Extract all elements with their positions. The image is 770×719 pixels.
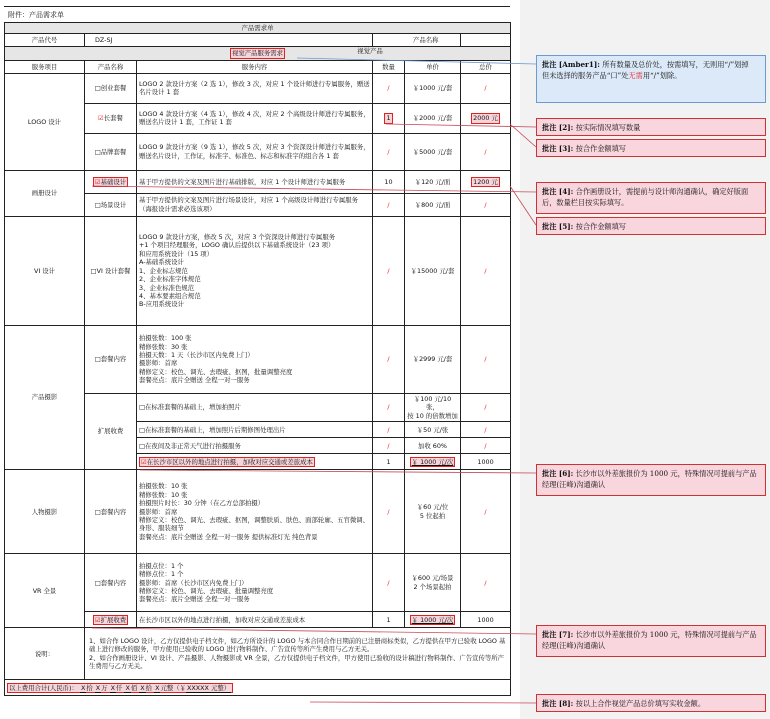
product-name-label: 产品名称 — [373, 34, 461, 47]
note-2: 2、如合作画册设计、VI 设计、产品摄影、人物摄影或 VR 全景，乙方仅提供电子档文件，甲方使用已验收的设计稿进行物料制作、广告宣传等所产生费用与乙方无关。 — [89, 653, 505, 671]
brochure-item-basic-content: 基于甲方提供的文案及图片进行基础排版，对应 1 个设计师进行专属服务 — [137, 170, 373, 193]
notes-label: 说明： — [5, 628, 85, 680]
total-cell[interactable]: / — [461, 554, 511, 612]
comment-2[interactable]: 批注 [2]: 按实际情况填写数量 — [536, 118, 766, 136]
photo-package[interactable]: □套餐内容 — [85, 325, 137, 393]
vi-category: VI 设计 — [5, 216, 85, 325]
vi-line: 1、企业标志规范 — [139, 266, 188, 275]
review-pane — [520, 0, 770, 719]
brochure-item-basic[interactable]: ☑基础设计 — [85, 170, 137, 193]
photo-line: 拍摄天数：1 天（长沙市区内免费上门） — [139, 350, 254, 359]
total-cell[interactable]: / — [461, 193, 511, 216]
logo-item-long[interactable]: ☑长套餐 — [85, 103, 137, 133]
logo-item-startup[interactable]: □创业套餐 — [85, 73, 137, 103]
comment-8[interactable]: 批注 [8]: 按以上合作视觉产品总价填写实收金额。 — [536, 694, 766, 712]
photo-line: 摄影师：首席 — [139, 359, 178, 368]
product-code-label: 产品代号 — [5, 34, 85, 47]
header-product: 产品名称 — [85, 60, 137, 73]
qty-cell[interactable]: 10 — [373, 170, 405, 193]
total-cell[interactable]: / — [461, 422, 511, 438]
vr-line: 精修定义：校色、调光、去瑕疵、批量调整亮度 — [139, 586, 274, 595]
vr-category: VR 全景 — [5, 554, 85, 628]
unit-price: ￥5000 元/套 — [405, 133, 461, 170]
section-title: 视觉产品服务需求 — [5, 47, 511, 60]
total-cell[interactable]: 1000 — [461, 454, 511, 470]
total-cell[interactable]: / — [461, 438, 511, 454]
qty-cell[interactable]: / — [373, 133, 405, 170]
header-total: 总价 — [461, 60, 511, 73]
photo-extra-travel: ☑在长沙市区以外的地点进行拍摄，加收对应交通或差旅成本 — [137, 454, 373, 470]
people-line: 精修定义：校色、调光、去瑕疵、抠图，调整肤质、肤色、面部轮廓、五官微调、身形、服装细节 — [139, 515, 370, 533]
comment-4[interactable]: 批注 [4]: 合作画册设计，需提前与设计师沟通确认，确定好版面后，数量栏目按实际填写。 — [536, 182, 766, 214]
people-package-content — [137, 470, 373, 554]
comment-7[interactable]: 批注 [7]: 长沙市以外差旅报价为 1000 元，特殊情况可提前与产品经理(汪峰)沟通确认 — [536, 625, 766, 657]
vi-line: 2、企业标准字体规范 — [139, 275, 201, 284]
vi-line: 4、基本要素组合规范 — [139, 292, 201, 301]
unit-price: ￥600 元/场景 2 个场景起拍 — [405, 554, 461, 612]
vr-package-content — [137, 554, 373, 612]
product-code-value[interactable]: DZ-SJ — [85, 34, 373, 47]
product-name-value[interactable] — [461, 34, 511, 47]
vi-item-content — [137, 216, 373, 325]
unit-price: ￥50 元/张 — [405, 422, 461, 438]
vr-line: 摄影师：首席（长沙市区内免费上门） — [139, 578, 248, 587]
unit-price: ￥1000 元/套 — [405, 73, 461, 103]
vr-extra[interactable]: ☑扩展收费 — [85, 612, 137, 628]
photo-package-content — [137, 325, 373, 393]
header-qty: 数量 — [373, 60, 405, 73]
qty-cell[interactable]: 1 — [373, 454, 405, 470]
photo-line: 精修定义：校色、调光、去瑕疵、抠图，批量调整亮度 — [139, 367, 293, 376]
unit-price: ￥120 元/面 — [405, 170, 461, 193]
logo-item-startup-content: LOGO 2 款设计方案（2 选 1），修改 3 次，对应 1 个设计师进行专属服务，赠送名片设计 1 套 — [137, 73, 373, 103]
brochure-item-scene[interactable]: □场景设计 — [85, 193, 137, 216]
vr-line: 拍摄点位：1 个 — [139, 561, 184, 570]
logo-item-brand[interactable]: □品牌套餐 — [85, 133, 137, 170]
logo-category: LOGO 设计 — [5, 73, 85, 170]
total-cell[interactable]: 1000 — [461, 612, 511, 628]
photo-extra-content: □在标准套餐的基础上，增加拍照片 — [137, 393, 373, 421]
people-line: 拍摄张数：10 张 — [139, 482, 188, 491]
qty-cell[interactable]: / — [373, 73, 405, 103]
product-name-text: 视觉产品 — [357, 47, 383, 55]
photo-line: 拍摄张数：100 张 — [139, 334, 192, 343]
photo-extra-content: □在标准套餐的基础上，增加照片后期修图处理出片 — [137, 422, 373, 438]
vi-line: B-应用系统设计 — [139, 300, 185, 309]
unit-price: ￥800 元/面 — [405, 193, 461, 216]
comment-5[interactable]: 批注 [5]: 按合作金额填写 — [536, 217, 766, 235]
comment-amber1[interactable]: 批注 [Amber1]: 所有数量及总价处，按需填写，无则用“/”划掉 但未选择的服务产品“口”处无需用“/”划除。 — [536, 55, 766, 103]
unit-price: 加收 60% — [405, 438, 461, 454]
qty-cell[interactable]: 1 — [373, 103, 405, 133]
qty-cell[interactable]: 1 — [373, 612, 405, 628]
people-category: 人物摄影 — [5, 470, 85, 554]
total-cell[interactable]: / — [461, 393, 511, 421]
vi-item[interactable]: □VI 设计套餐 — [85, 216, 137, 325]
brochure-item-scene-content: 基于甲方提供的文案及图片进行场景设计，对应 1 个高级设计师进行专属服务（海报设计需求必选该项） — [137, 193, 373, 216]
form-title: 产品需求单 — [5, 23, 511, 34]
grand-total-text[interactable]: 以上费用合计(人民币)： X拾 X万 X仟 X佰 X拾 X元整（￥XXXXX 元整） — [7, 683, 233, 693]
total-cell[interactable]: / — [461, 133, 511, 170]
vr-line: 套餐亮点：底片全赠送 全程一对一服务 — [139, 595, 250, 604]
vi-line: 3、企业标准色规范 — [139, 283, 195, 292]
people-line: 摄影师：首席 — [139, 507, 178, 516]
logo-item-brand-content: LOGO 9 款设计方案（9 选 1），修改 5 次，对应 3 个资深设计师进行专属服务，赠送名片设计，工作证，标准字、标准色、标志和标准字的组合各 1 套 — [137, 133, 373, 170]
people-line: 套餐亮点：底片全赠送 全程一对一服务 提供标准灯光 纯色背景 — [139, 532, 318, 541]
header-unit-price: 单价 — [405, 60, 461, 73]
qty-cell[interactable]: / — [373, 554, 405, 612]
unit-price: ￥2999 元/套 — [405, 325, 461, 393]
header-content: 服务内容 — [137, 60, 373, 73]
vi-line: LOGO 9 款设计方案，修改 5 次，对应 3 个资深设计师进行专属服务 — [139, 232, 336, 241]
header-rule — [4, 6, 510, 7]
logo-item-long-content: LOGO 4 款设计方案（4 选 1），修改 4 次，对应 2 个高级设计师进行专属服务，赠送名片设计 1 套，工作证 1 套 — [137, 103, 373, 133]
qty-cell[interactable]: / — [373, 216, 405, 325]
unit-price: ￥60 元/位 5 位起拍 — [405, 470, 461, 554]
vr-line: 精修点位：1 个 — [139, 570, 184, 579]
notes-content — [85, 628, 511, 680]
comment-3[interactable]: 批注 [3]: 按合作金额填写 — [536, 139, 766, 157]
unit-price: ￥ 1000 元/次 — [405, 454, 461, 470]
photo-extra-label: 扩展收费 — [85, 393, 137, 469]
qty-cell[interactable]: / — [373, 325, 405, 393]
unit-price: ￥15000 元/套 — [405, 216, 461, 325]
people-package[interactable]: □套餐内容 — [85, 470, 137, 554]
unit-price: ￥100 元/10 张， 按 10 的倍数增加 — [405, 393, 461, 421]
photo-category: 产品摄影 — [5, 325, 85, 469]
total-cell[interactable]: / — [461, 73, 511, 103]
people-line: 精修张数：10 张 — [139, 490, 188, 499]
qty-cell[interactable]: / — [373, 393, 405, 421]
total-cell[interactable]: / — [461, 325, 511, 393]
total-cell[interactable]: / — [461, 216, 511, 325]
qty-cell[interactable]: / — [373, 193, 405, 216]
brochure-category: 画册设计 — [5, 170, 85, 216]
vr-extra-content: 在长沙市区以外的地点进行拍摄，加收对应交通或差旅成本 — [137, 612, 373, 628]
grand-total — [5, 680, 511, 696]
header-service: 服务项目 — [5, 60, 85, 73]
qty-cell[interactable]: / — [373, 470, 405, 554]
total-cell[interactable]: / — [461, 470, 511, 554]
unit-price: ￥ 1000 元/次 — [405, 612, 461, 628]
total-cell[interactable]: 2000 元 — [461, 103, 511, 133]
product-requirement-table — [4, 22, 511, 696]
comment-6[interactable]: 批注 [6]: 长沙市以外差旅报价为 1000 元，特殊情况可提前与产品经理(汪峰)沟通确认 — [536, 464, 766, 496]
vr-package[interactable]: □套餐内容 — [85, 554, 137, 612]
vi-line: +1 个项目经理服务，LOGO 确认后提供以下基础系统设计（23 项） — [139, 241, 335, 250]
vi-line: A-基础系统设计 — [139, 258, 184, 267]
photo-line: 套餐亮点：底片全赠送 全程一对一服务 — [139, 376, 250, 385]
unit-price: ￥2000 元/套 — [405, 103, 461, 133]
qty-cell[interactable]: / — [373, 438, 405, 454]
vi-line: 和应用系统设计（15 项） — [139, 249, 214, 258]
note-1: 1、如合作 LOGO 设计，乙方仅提供电子档文件，如乙方所设计的 LOGO 与本合同合作日期前的已注册商标类似，乙方提供在甲方已验收 LOGO 基础上进行修改的服务，甲方使用已验收的 LOGO 进行物料制作、广告宣传等所产生费用与乙方无关。 — [89, 636, 506, 654]
total-cell[interactable]: 1200 元 — [461, 170, 511, 193]
photo-line: 精修张数：30 张 — [139, 342, 188, 351]
attachment-label: 附件：产品需求单 — [8, 11, 64, 19]
qty-cell[interactable]: / — [373, 422, 405, 438]
people-line: 拍摄照片时长：30 分钟（在乙方总部拍摄） — [139, 499, 265, 508]
photo-extra-content: □在夜间及非正常天气进行拍摄服务 — [137, 438, 373, 454]
